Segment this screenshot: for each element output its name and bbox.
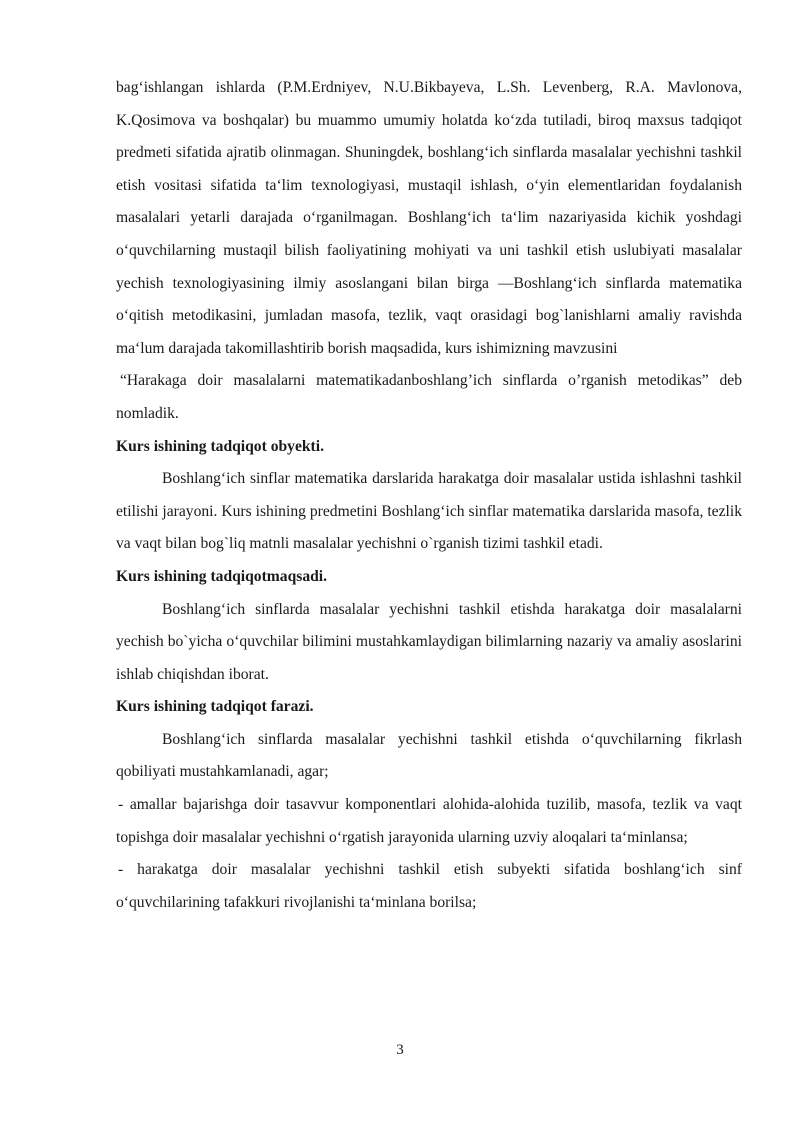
intro-paragraph: bag‘ishlangan ishlarda (P.M.Erdniyev, N.U.Bikbayeva, L.Sh. Levenberg, R.A. Mavlonova, K.Qosimova va boshqalar) bu muammo umumiy holatda ko‘zda tutiladi, biroq maxsus tadqiqot predmeti sifatida ajratib olinmagan. Shuningdek, boshlang‘ich sinflarda masalalar yechishni tashkil etish vositasi sifatida ta‘lim texnologiyasi, mustaqil ishlash, o‘yin elementlaridan foydalanish masalalari yetarli darajada o‘rganilmagan. Boshlang‘ich ta‘lim nazariyasida kichik yoshdagi o‘quvchilarning mustaqil bilish faoliyatining mohiyati va uni tashkil etish uslubiyati masalalar yechish texnologiyasining ilmiy asoslangani bilan birga —Boshlang‘ich sinflarda matematika o‘qitish metodikasini, jumladan masofa, tezlik, vaqt orasidagi bog`lanishlarni amaliy ravishda ma‘lum darajada takomillashtirib borish maqsadida, kurs ishimizning mavzusini: [116, 79, 742, 357]
hypothesis-item-1: - amallar bajarishga doir tasavvur komponentlari alohida-alohida tuzilib, masofa, tezlik va vaqt topishga doir masalalar yechishni o‘rgatish jarayonida ularning uzviy aloqalari ta‘minlansa;: [116, 796, 742, 846]
research-object-paragraph: Boshlang‘ich sinflar matematika darslarida harakatga doir masalalar ustida ishlashni tashkil etilishi jarayoni. Kurs ishining predmetini Boshlang‘ich sinflar matematika darslarida masofa, tezlik va vaqt bilan bog`liq matnli masalalar yechishni o`rganish tizimi tashkil etadi.: [116, 470, 742, 553]
page-number: 3: [396, 1042, 404, 1058]
document-page: [116, 72, 742, 919]
research-object-heading: Kurs ishining tadqiqot obyekti.: [116, 437, 324, 455]
research-goal-paragraph: Boshlang‘ich sinflarda masalalar yechishni tashkil etishda harakatga doir masalalarni yechish bo`yicha o‘quvchilar bilimini mustahkamlaydigan bilimlarning nazariy va amaliy asoslarini ishlab chiqishdan iborat.: [116, 600, 742, 683]
topic-title-paragraph: “Harakaga doir masalalarni matematikadanboshlang’ich sinflarda o’rganish metodikas” deb nomladik.: [116, 372, 742, 422]
research-hypothesis-heading: Kurs ishining tadqiqot farazi.: [116, 698, 314, 716]
research-goal-heading: Kurs ishining tadqiqotmaqsadi.: [116, 567, 328, 585]
hypothesis-item-2: - harakatga doir masalalar yechishni tashkil etish subyekti sifatida boshlang‘ich sinf o‘quvchilarining tafakkuri rivojlanishi ta‘minlana borilsa;: [116, 861, 742, 911]
research-hypothesis-paragraph: Boshlang‘ich sinflarda masalalar yechishni tashkil etishda o‘quvchilarning fikrlash qobiliyati mustahkamlanadi, agar;: [116, 730, 742, 781]
